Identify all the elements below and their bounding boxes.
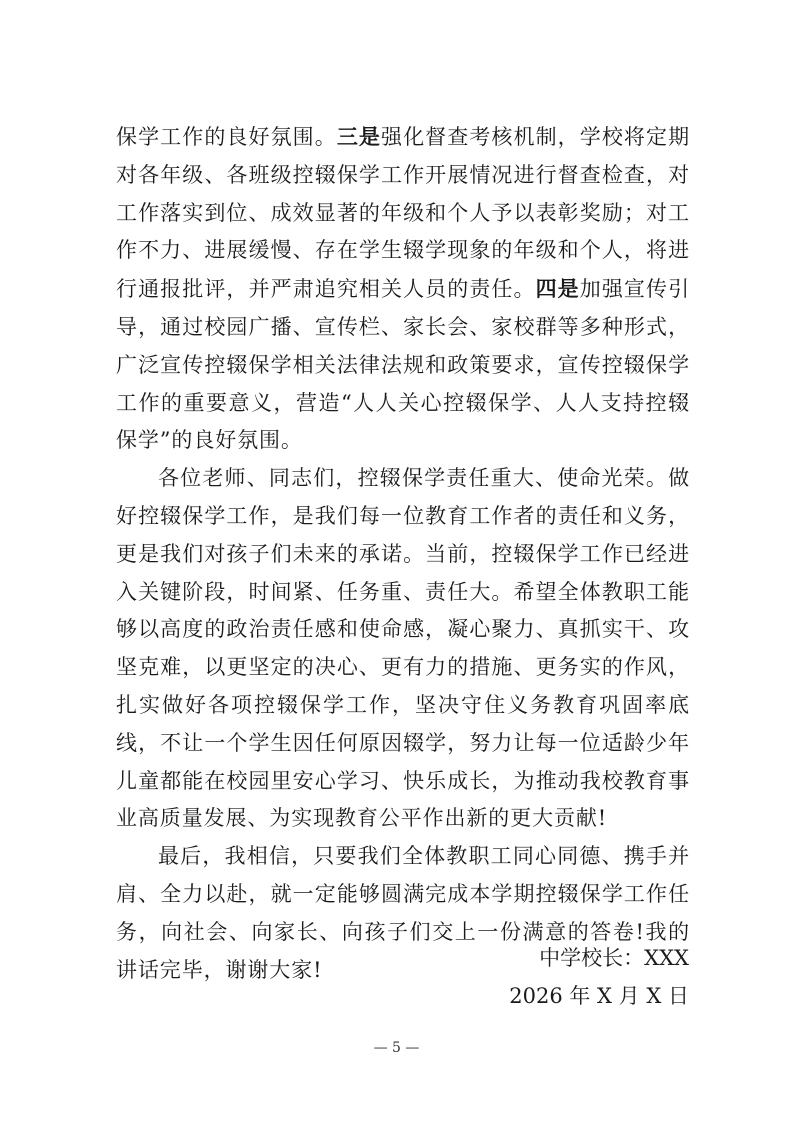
date-line: 2026 年 X 月 X 日 — [509, 984, 689, 1008]
highlight-third: 三是 — [336, 124, 382, 149]
highlight-fourth: 四是 — [535, 276, 580, 302]
paragraph-closing: 最后，我相信，只要我们全体教职工同心同德、携手并肩、全力以赴，就一定能够圆满完成本学期控辍保学工作任务，向社会、向家长、向孩子们交上一份满意的答卷!我的讲话完毕，谢谢大家! — [116, 844, 690, 982]
text-segment: 加强宣传引导，通过校园广播、宣传栏、家长会、家校群等多种形式，广泛宣传控辍保学相关法律法规和政策要求，宣传控辍保学工作的重要意义，营造“人人关心控辍保学、人人支持控辍保学”的良好氛围。 — [116, 277, 690, 453]
paragraph-appeal: 各位老师、同志们，控辍保学责任重大、使命光荣。做好控辍保学工作，是我们每一位教育工作者的责任和义务，更是我们对孩子们未来的承诺。当前，控辍保学工作已经进入关键阶段，时间紧、任务重、责任大。希望全体教职工能够以高度的政治责任感和使命感，凝心聚力、真抓实干、攻坚克难，以更坚定的决心、更有力的措施、更务实的作风，扎实做好各项控辍保学工作，坚决守住义务教育巩固率底线，不让一个学生因任何原因辍学，努力让每一位适龄少年儿童都能在校园里安心学习、快乐成长，为推动我校教育事业高质量发展、为实现教育公平作出新的更大贡献! — [116, 466, 690, 831]
page-number: — 5 — — [373, 1040, 420, 1056]
document-body — [116, 118, 690, 989]
text-segment: 强化督查考核机制，学校将定期对各年级、各班级控辍保学工作开展情况进行督查检查，对工作落实到位、成效显著的年级和个人予以表彰奖励；对工作不力、进展缓慢、存在学生辍学现象的年级和个人，将进行通报批评，并严肃追究相关人员的责任。 — [116, 125, 690, 302]
paragraph-continued — [116, 118, 690, 460]
signature-line: 中学校长：XXX — [539, 946, 689, 970]
text-segment: 保学工作的良好氛围。 — [116, 125, 337, 149]
